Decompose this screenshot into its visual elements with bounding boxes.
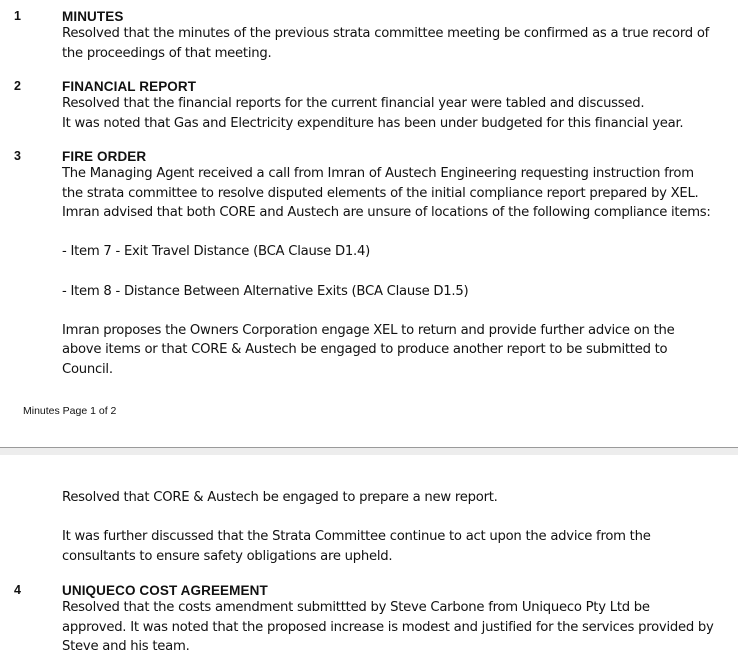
item-number: 3 xyxy=(14,149,21,163)
item-body xyxy=(62,94,734,133)
body-line: It was further discussed that the Strata Committee continue to act upon the advice from the xyxy=(62,529,651,545)
body-line: the proceedings of that meeting. xyxy=(62,45,272,61)
body-line: Resolved that the financial reports for the current financial year were tabled and discussed. xyxy=(62,96,645,111)
blank-line xyxy=(62,508,734,528)
body-line: consultants to ensure safety obligations are upheld. xyxy=(62,548,393,564)
body-line: Council. xyxy=(62,361,113,377)
body-line: It was noted that Gas and Electricity expenditure has been under budgeted for this financial year. xyxy=(62,115,684,131)
body-line: approved. It was noted that the proposed increase is modest and justified for the services provided by xyxy=(62,619,714,635)
item-body xyxy=(62,24,734,63)
item-heading: FIRE ORDER xyxy=(62,149,147,164)
body-line: Imran advised that both CORE and Austech are unsure of locations of the following compliance items: xyxy=(62,205,711,221)
page-footer: Minutes Page 1 of 2 xyxy=(23,405,117,417)
item-number: 2 xyxy=(14,79,21,93)
fire-order-continuation xyxy=(62,488,734,566)
body-line: above items or that CORE & Austech be engaged to produce another report to be submitted to xyxy=(62,342,668,358)
blank-line xyxy=(62,301,734,321)
item-heading: FINANCIAL REPORT xyxy=(62,79,197,94)
body-line: Imran proposes the Owners Corporation engage XEL to return and provide further advice on the xyxy=(62,322,675,338)
body-line: Resolved that CORE & Austech be engaged to prepare a new report. xyxy=(62,490,498,505)
body-line-item-8: - Item 8 - Distance Between Alternative Exits (BCA Clause D1.5) xyxy=(62,283,469,299)
body-line: the strata committee to resolve disputed elements of the initial compliance report prepared by XEL. xyxy=(62,185,699,201)
item-number: 1 xyxy=(14,9,21,23)
item-number: 4 xyxy=(14,583,21,597)
body-line: Steve and his team. xyxy=(62,639,190,655)
item-body xyxy=(62,598,734,657)
body-line: Resolved that the minutes of the previous strata committee meeting be confirmed as a true record of xyxy=(62,26,710,41)
body-line: The Managing Agent received a call from Imran of Austech Engineering requesting instruction from xyxy=(62,166,694,181)
item-heading: UNIQUECO COST AGREEMENT xyxy=(62,583,268,598)
body-line: Resolved that the costs amendment submittted by Steve Carbone from Uniqueco Pty Ltd be xyxy=(62,600,650,615)
item-heading: MINUTES xyxy=(62,9,124,24)
blank-line xyxy=(62,223,734,243)
item-body xyxy=(62,164,734,380)
document-page-2 xyxy=(0,455,738,662)
body-line-item-7: - Item 7 - Exit Travel Distance (BCA Clause D1.4) xyxy=(62,244,370,260)
blank-line xyxy=(62,262,734,282)
